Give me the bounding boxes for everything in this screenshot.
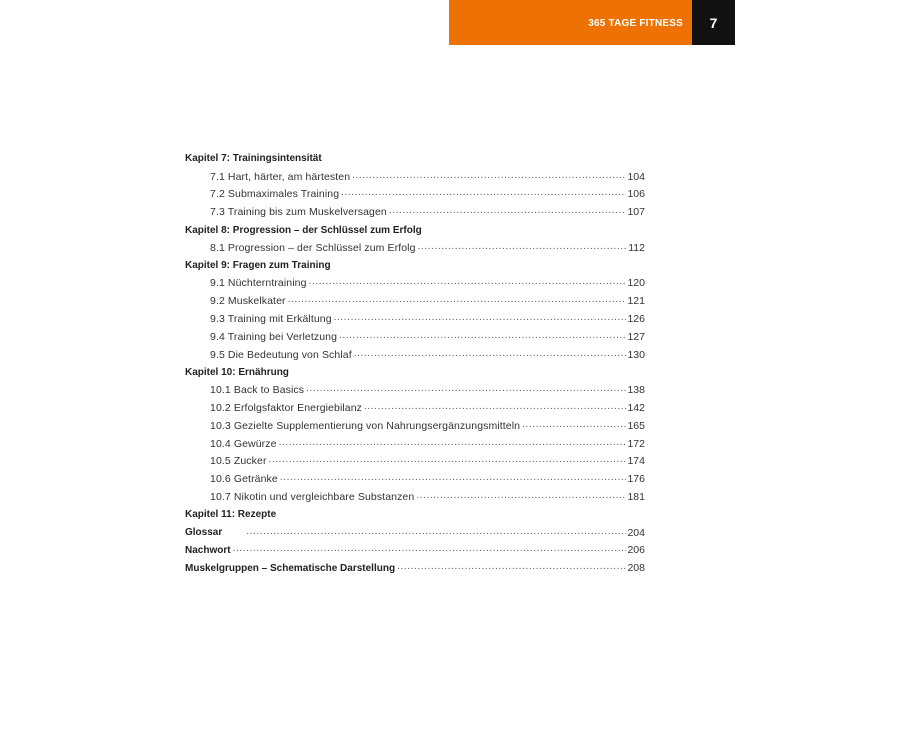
entry-label: 7.2 Submaximales Training — [210, 188, 340, 201]
chapter-title: Kapitel 10: Ernährung — [185, 366, 289, 378]
entry-page: 174 — [627, 455, 645, 468]
dot-leader — [306, 384, 626, 396]
entry-label: 7.1 Hart, härter, am härtesten — [210, 170, 351, 183]
toc-entry-9-2[interactable] — [185, 292, 645, 310]
entry-label: 10.3 Gezielte Supplementierung von Nahrungsergänzungsmitteln — [210, 419, 521, 432]
entry-page: 206 — [627, 544, 645, 557]
chapter-title: Kapitel 8: Progression – der Schlüssel zum Erfolg — [185, 224, 422, 236]
toc-entry-10-7[interactable] — [185, 488, 645, 506]
toc-entry-10-6[interactable] — [185, 470, 645, 488]
toc-entry-9-5[interactable] — [185, 346, 645, 364]
page-number: 7 — [709, 15, 718, 31]
entry-label: 9.5 Die Bedeutung von Schlaf — [210, 348, 352, 361]
dot-leader — [279, 438, 627, 450]
entry-page: 172 — [627, 437, 645, 450]
entry-page: 127 — [627, 330, 645, 343]
dot-leader — [269, 455, 627, 467]
entry-page: 176 — [627, 473, 645, 486]
entry-page: 104 — [627, 170, 645, 183]
dot-leader — [246, 527, 626, 539]
entry-label: 9.1 Nüchterntraining — [210, 277, 307, 290]
chapter-title: Kapitel 9: Fragen zum Training — [185, 260, 331, 272]
toc-chapter-9[interactable] — [185, 257, 645, 275]
page-number-box — [692, 0, 735, 45]
entry-label: Nachwort — [185, 544, 231, 556]
toc-entry-10-5[interactable] — [185, 453, 645, 471]
dot-leader — [334, 313, 627, 325]
book-title: 365 TAGE FITNESS — [588, 18, 683, 29]
entry-label: Glossar — [185, 527, 223, 539]
toc-entry-10-1[interactable] — [185, 381, 645, 399]
entry-label: 10.4 Gewürze — [210, 437, 277, 450]
toc-entry-9-4[interactable] — [185, 328, 645, 346]
dot-leader — [397, 562, 626, 574]
toc-entry-7-3[interactable] — [185, 203, 645, 221]
toc-chapter-8[interactable] — [185, 221, 645, 239]
entry-page: 106 — [627, 188, 645, 201]
running-header — [449, 0, 735, 45]
entry-page: 208 — [627, 562, 645, 575]
chapter-title: Kapitel 11: Rezepte — [185, 509, 277, 521]
book-title-banner — [449, 0, 692, 45]
entry-page: 126 — [627, 313, 645, 326]
toc-entry-7-2[interactable] — [185, 186, 645, 204]
dot-leader — [418, 242, 628, 254]
entry-label: 7.3 Training bis zum Muskelversagen — [210, 206, 387, 219]
toc-entry-9-1[interactable] — [185, 275, 645, 293]
dot-leader — [339, 331, 626, 343]
toc-entry-nachwort[interactable] — [185, 542, 645, 560]
entry-label: 10.7 Nikotin und vergleichbare Substanzen — [210, 491, 415, 504]
dot-leader — [280, 473, 627, 485]
dot-leader — [352, 171, 626, 183]
toc-entry-10-3[interactable] — [185, 417, 645, 435]
chapter-title: Kapitel 7: Trainingsintensität — [185, 153, 322, 165]
entry-label: 10.1 Back to Basics — [210, 384, 305, 397]
entry-page: 120 — [627, 277, 645, 290]
dot-leader — [354, 349, 627, 361]
toc-entry-9-3[interactable] — [185, 310, 645, 328]
dot-leader — [522, 420, 626, 432]
entry-label: 10.2 Erfolgsfaktor Energiebilanz — [210, 402, 363, 415]
entry-page: 107 — [627, 206, 645, 219]
entry-page: 181 — [627, 491, 645, 504]
toc-entry-7-1[interactable] — [185, 168, 645, 186]
toc-entry-8-1[interactable] — [185, 239, 645, 257]
dot-leader — [341, 188, 626, 200]
entry-label: 10.5 Zucker — [210, 455, 267, 468]
table-of-contents — [185, 150, 645, 577]
dot-leader — [416, 491, 626, 503]
toc-chapter-7[interactable] — [185, 150, 645, 168]
dot-leader — [309, 277, 627, 289]
entry-label: 10.6 Getränke — [210, 473, 278, 486]
toc-entry-10-4[interactable] — [185, 435, 645, 453]
entry-label: 8.1 Progression – der Schlüssel zum Erfolg — [210, 241, 416, 254]
toc-chapter-11[interactable] — [185, 506, 645, 524]
toc-entry-10-2[interactable] — [185, 399, 645, 417]
dot-leader — [288, 295, 627, 307]
entry-page: 138 — [627, 384, 645, 397]
entry-label: 9.3 Training mit Erkältung — [210, 313, 332, 326]
toc-chapter-10[interactable] — [185, 364, 645, 382]
entry-page: 112 — [628, 241, 645, 254]
entry-page: 142 — [627, 402, 645, 415]
entry-label: Muskelgruppen – Schematische Darstellung — [185, 562, 396, 574]
dot-leader — [389, 206, 627, 218]
entry-page: 165 — [627, 419, 645, 432]
entry-page: 130 — [627, 348, 645, 361]
entry-page: 121 — [627, 295, 645, 308]
entry-label: 9.4 Training bei Verletzung — [210, 330, 338, 343]
dot-leader — [364, 402, 626, 414]
toc-entry-glossar[interactable] — [185, 524, 645, 542]
toc-entry-muskelgruppen[interactable] — [185, 559, 645, 577]
entry-label: 9.2 Muskelkater — [210, 295, 286, 308]
entry-page: 204 — [627, 526, 645, 539]
dot-leader — [233, 544, 627, 556]
